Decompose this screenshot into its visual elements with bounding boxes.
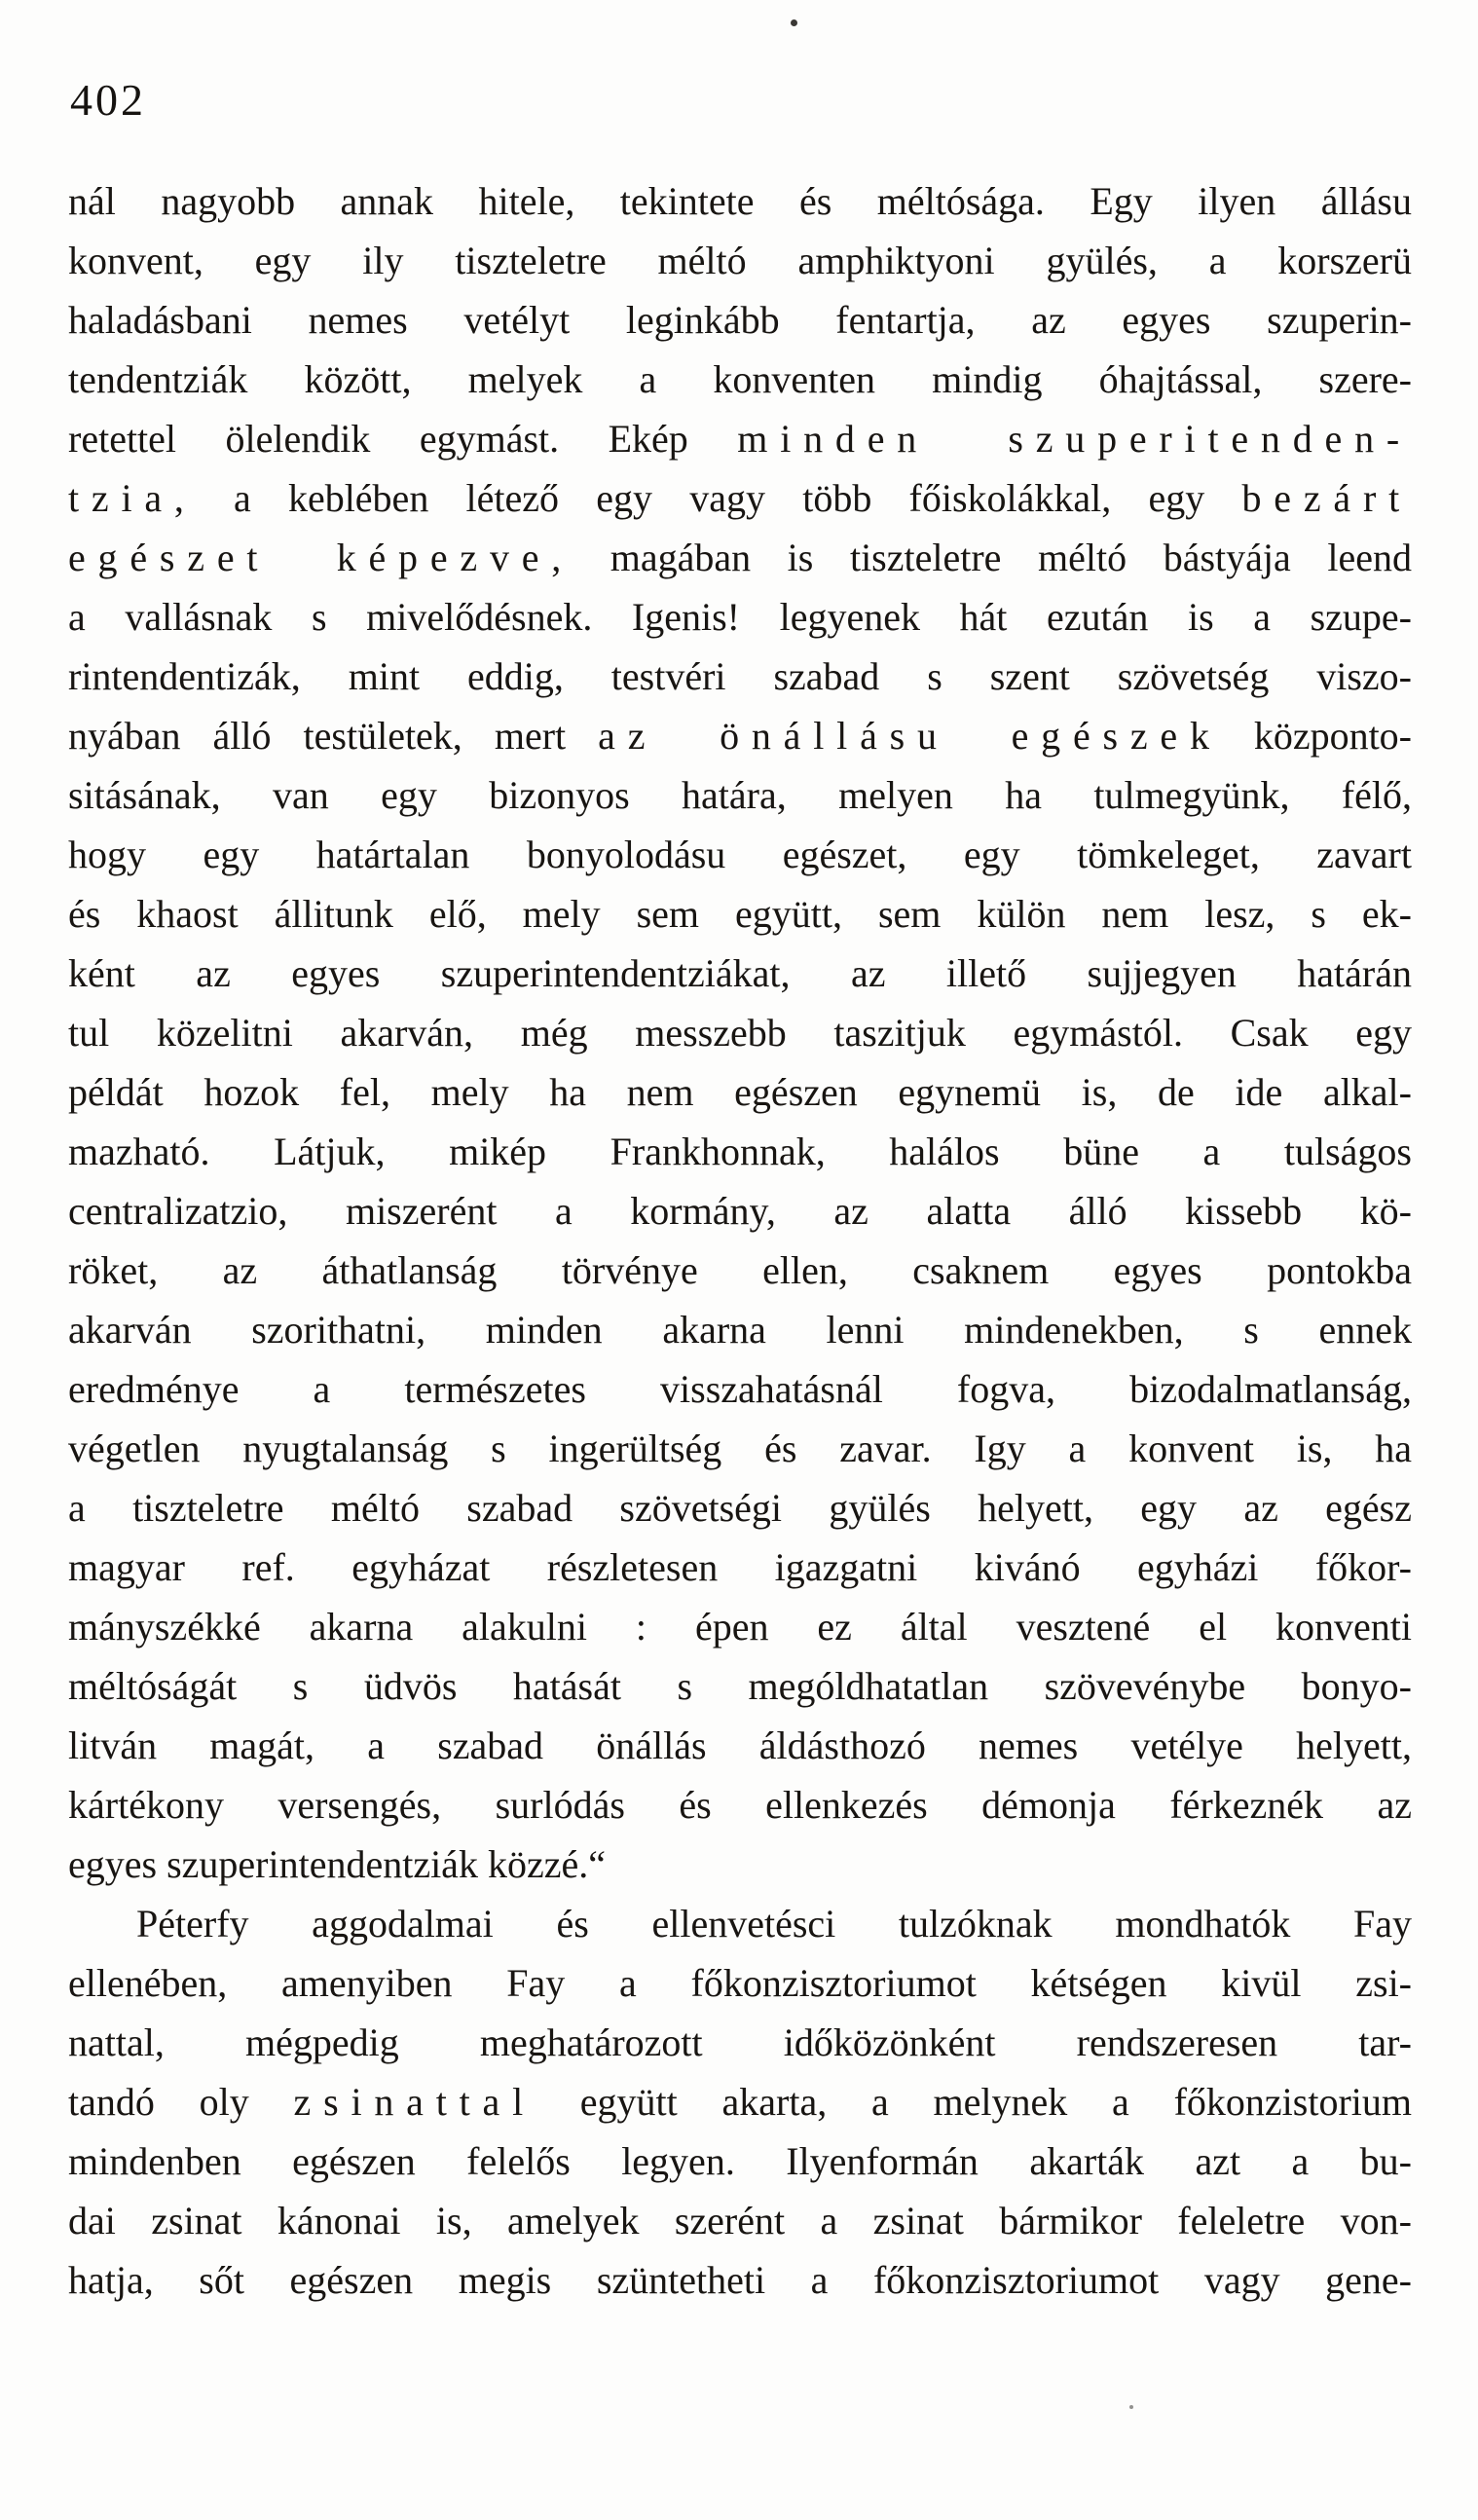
text-segment: hatja, sőt egészen megis szüntetheti a főkonzisztoriumot vagy gene- [68,2258,1412,2302]
text-segment: végetlen nyugtalanság s ingerültség és zavar. Igy a konvent is, ha [68,1427,1412,1470]
text-segment: sitásának, van egy bizonyos határa, melyen ha tulmegyünk, félő, [68,773,1412,817]
text-segment: a tiszteletre méltó szabad szövetségi gyülés helyett, egy az egész [68,1486,1412,1530]
text-line [68,1062,1412,1122]
text-line [68,1538,1412,1597]
text-line [68,1656,1412,1716]
text-segment: magában is tiszteletre méltó bástyája leend [573,536,1412,579]
text-line [68,1241,1412,1300]
text-segment: centralizatzio, miszerént a kormány, az alatta álló kissebb kö- [68,1189,1412,1233]
page-number: 402 [70,75,146,125]
text-segment: nyában álló testületek, mert [68,714,599,758]
text-line [68,884,1412,944]
text-block [68,171,1412,2310]
emphasized-text-segment: az önállásu egészek [598,714,1222,758]
text-segment: akarván szorithatni, minden akarna lenni mindenekben, s ennek [68,1308,1412,1352]
text-line [68,944,1412,1003]
text-segment: központo- [1221,714,1412,758]
scan-speck-top [791,19,797,26]
text-line [68,1478,1412,1538]
text-segment: hogy egy határtalan bonyolodásu egészet, egy tömkeleget, zavart [68,833,1412,876]
text-segment: ellenében, amenyiben Fay a főkonzisztoriumot kétségen kivül zsi- [68,1961,1412,2005]
emphasized-text-segment: egészet képezve, [68,536,574,579]
text-line [68,1122,1412,1181]
text-line [68,587,1412,647]
text-line [68,231,1412,290]
emphasized-text-segment: bezárt [1241,476,1412,520]
text-segment: egyes szuperintendentziák közzé.“ [68,1842,606,1886]
text-segment: ként az egyes szuperintendentziákat, az illető sujjegyen határán [68,951,1412,995]
text-segment: mazható. Látjuk, mikép Frankhonnak, halálos büne a tulságos [68,1130,1412,1173]
text-line [68,1716,1412,1775]
text-line [68,1359,1412,1419]
emphasized-text-segment: tzia, [68,476,197,520]
text-segment: magyar ref. egyházat részletesen igazgatni kivánó egyházi főkor- [68,1545,1412,1589]
text-line [68,1181,1412,1241]
text-line [68,2072,1412,2131]
text-segment: Péterfy aggodalmai és ellenvetésci tulzóknak mondhatók Fay [136,1902,1412,1946]
text-line [68,1419,1412,1478]
text-line [68,290,1412,350]
text-segment: együtt akarta, a melynek a főkonzistorium [536,2080,1412,2124]
text-line [68,1775,1412,1834]
text-line [68,171,1412,231]
text-segment: tul közelitni akarván, még messzebb taszitjuk egymástól. Csak egy [68,1011,1412,1055]
text-segment: konvent, egy ily tiszteletre méltó amphiktyoni gyülés, a korszerü [68,239,1412,282]
text-line [68,2131,1412,2191]
text-segment: litván magát, a szabad önállás áldásthozó nemes vetélye helyett, [68,1723,1412,1767]
text-line [68,1003,1412,1062]
text-line [68,825,1412,884]
text-segment: kártékony versengés, surlódás és ellenkezés démonja férkeznék az [68,1783,1412,1827]
text-line [68,2013,1412,2072]
text-segment: a keblében létező egy vagy több főiskolákkal, egy [196,476,1242,520]
text-line [68,1597,1412,1656]
text-line [68,2191,1412,2250]
text-segment: példát hozok fel, mely ha nem egészen egynemü is, de ide alkal- [68,1070,1412,1114]
text-segment: nál nagyobb annak hitele, tekintete és méltósága. Egy ilyen állásu [68,179,1412,223]
text-line [68,765,1412,825]
text-segment: dai zsinat kánonai is, amelyek szerént a zsinat bármikor feleletre von- [68,2199,1412,2242]
emphasized-text-segment: zsinattal [293,2080,536,2124]
text-segment: nattal, mégpedig meghatározott időközönként rendszeresen tar- [68,2020,1412,2064]
text-segment: tandó oly [68,2080,294,2124]
text-segment: röket, az áthatlanság törvénye ellen, csaknem egyes pontokba [68,1248,1412,1292]
text-segment: rintendentizák, mint eddig, testvéri szabad s szent szövetség viszo- [68,654,1412,698]
text-line [68,528,1412,587]
scan-speck-bottom [1129,2405,1133,2409]
text-line [68,409,1412,468]
text-line [68,1300,1412,1359]
text-segment: méltóságát s üdvös hatását s mególdhatatlan szövevénybe bonyo- [68,1664,1412,1708]
text-segment: haladásbani nemes vetélyt leginkább fentartja, az egyes szuperin- [68,298,1412,342]
text-line [68,1894,1412,1953]
text-line [68,1834,1412,1894]
text-segment: a vallásnak s mivelődésnek. Igenis! legyenek hát ezután is a szupe- [68,595,1412,639]
text-line [68,706,1412,765]
text-segment: és khaost állitunk elő, mely sem együtt, sem külön nem lesz, s ek- [68,892,1412,936]
text-segment: tendentziák között, melyek a konventen mindig óhajtással, szere- [68,357,1412,401]
text-line [68,647,1412,706]
text-line [68,1953,1412,2013]
text-segment: mányszékké akarna alakulni : épen ez által vesztené el konventi [68,1605,1412,1649]
text-line [68,350,1412,409]
text-segment: eredménye a természetes visszahatásnál fogva, bizodalmatlanság, [68,1367,1412,1411]
text-segment: retettel ölelendik egymást. Ekép [68,417,738,461]
text-line [68,468,1412,528]
text-segment: mindenben egészen felelős legyen. Ilyenformán akarták azt a bu- [68,2139,1412,2183]
emphasized-text-segment: minden szuperitenden- [737,417,1412,461]
text-line [68,2250,1412,2310]
